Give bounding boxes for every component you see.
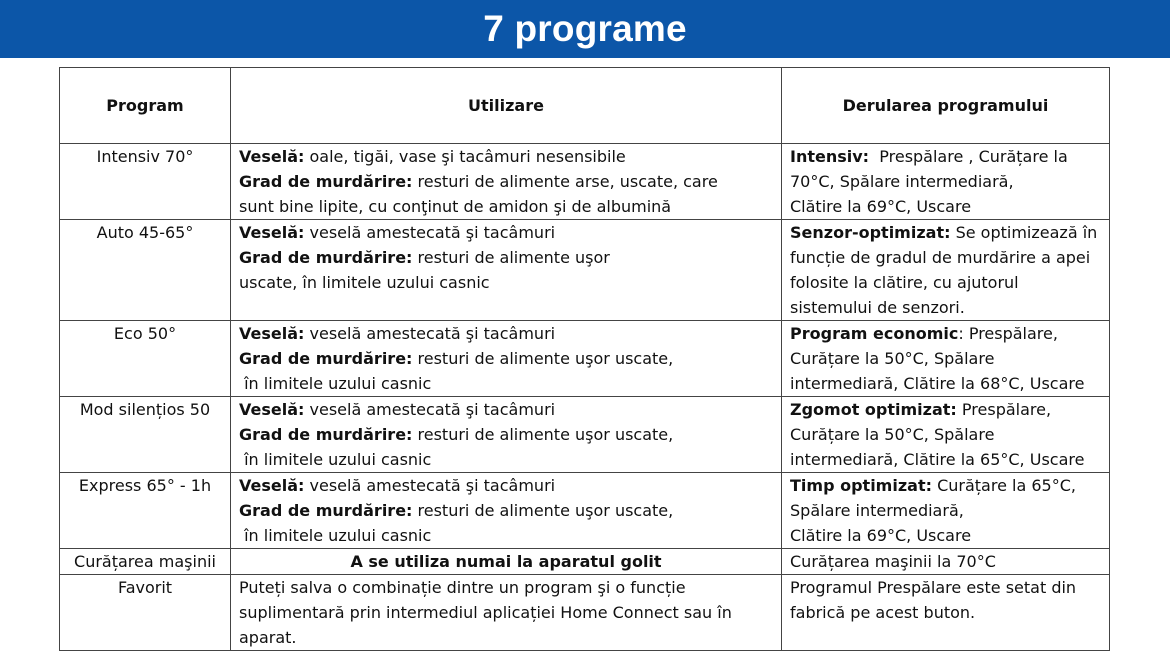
usage-line	[239, 473, 773, 498]
table-header-row	[60, 68, 1110, 144]
line-label: Veselă:	[239, 400, 305, 419]
run-line: Programul Prespălare este setat din	[790, 578, 1077, 597]
line-label: Zgomot optimizat:	[790, 400, 957, 419]
program-name: Eco 50°	[60, 321, 231, 397]
usage-cell	[231, 321, 782, 397]
line-text: Curățare la 50°C, Spălare	[790, 425, 995, 444]
line-label: Program economic	[790, 324, 959, 343]
run-line	[790, 473, 1101, 498]
table-row-machine-cleaning	[60, 549, 1110, 575]
usage-cell	[231, 397, 782, 473]
usage-line	[239, 321, 773, 346]
run-line	[790, 422, 1101, 447]
usage-line	[239, 371, 773, 396]
run-line	[790, 447, 1101, 472]
table-row	[60, 144, 1110, 220]
run-cell	[782, 321, 1110, 397]
line-text: resturi de alimente uşor uscate,	[412, 501, 674, 520]
line-text: veselă amestecată şi tacâmuri	[304, 223, 556, 242]
run-cell	[782, 473, 1110, 549]
usage-cell	[231, 220, 782, 321]
table-row	[60, 397, 1110, 473]
line-text: resturi de alimente uşor uscate,	[412, 425, 674, 444]
line-label: Veselă:	[239, 147, 305, 166]
line-text: sistemului de senzori.	[790, 298, 965, 317]
line-text: intermediară, Clătire la 68°C, Uscare	[790, 374, 1085, 393]
line-text: funcție de gradul de murdărire a apei	[790, 248, 1091, 267]
run-line	[790, 498, 1101, 523]
run-line	[790, 397, 1101, 422]
line-label: Grad de murdărire:	[239, 349, 413, 368]
usage-line: aparat.	[239, 628, 297, 647]
usage-line	[239, 270, 773, 295]
run-cell: Curățarea maşinii la 70°C	[782, 549, 1110, 575]
line-text: veselă amestecată şi tacâmuri	[304, 324, 556, 343]
line-text: folosite la clătire, cu ajutorul	[790, 273, 1019, 292]
usage-cell	[231, 144, 782, 220]
run-cell	[782, 397, 1110, 473]
line-text: în limitele uzului casnic	[239, 374, 432, 393]
usage-line	[239, 498, 773, 523]
line-label: Senzor-optimizat:	[790, 223, 951, 242]
line-text: Prespălare,	[956, 400, 1052, 419]
program-name: Curățarea maşinii	[60, 549, 231, 575]
table-row	[60, 321, 1110, 397]
usage-line	[239, 169, 773, 194]
run-line	[790, 346, 1101, 371]
line-text: în limitele uzului casnic	[239, 450, 432, 469]
usage-line	[239, 346, 773, 371]
line-text: resturi de alimente arse, uscate, care	[412, 172, 718, 191]
line-label: Veselă:	[239, 476, 305, 495]
run-line	[790, 245, 1101, 270]
program-name: Auto 45-65°	[60, 220, 231, 321]
line-label: Veselă:	[239, 223, 305, 242]
run-cell	[782, 220, 1110, 321]
usage-cell	[231, 473, 782, 549]
program-name: Mod silențios 50	[60, 397, 231, 473]
usage-line	[239, 220, 773, 245]
line-text: 70°C, Spălare intermediară,	[790, 172, 1014, 191]
run-line	[790, 321, 1101, 346]
programs-table	[59, 67, 1110, 651]
usage-line	[239, 194, 773, 219]
usage-line: suplimentară prin intermediul aplicației Home Connect sau în	[239, 603, 732, 622]
line-text: Prespălare , Curățare la	[869, 147, 1068, 166]
usage-line	[239, 422, 773, 447]
run-line	[790, 371, 1101, 396]
program-name: Favorit	[60, 575, 231, 651]
line-text: Spălare intermediară,	[790, 501, 964, 520]
program-name: Express 65° - 1h	[60, 473, 231, 549]
line-label: Grad de murdărire:	[239, 248, 413, 267]
column-header-usage: Utilizare	[231, 68, 782, 144]
line-label: Grad de murdărire:	[239, 425, 413, 444]
column-header-program: Program	[60, 68, 231, 144]
line-text: Clătire la 69°C, Uscare	[790, 197, 972, 216]
run-line	[790, 144, 1101, 169]
line-text: uscate, în limitele uzului casnic	[239, 273, 490, 292]
run-line	[790, 523, 1101, 548]
table-row-favorite	[60, 575, 1110, 651]
table-row	[60, 473, 1110, 549]
run-line	[790, 270, 1101, 295]
usage-cell: A se utiliza numai la aparatul golit	[231, 549, 782, 575]
column-header-run: Derularea programului	[782, 68, 1110, 144]
usage-line	[239, 144, 773, 169]
table-row	[60, 220, 1110, 321]
line-text: în limitele uzului casnic	[239, 526, 432, 545]
line-text: intermediară, Clătire la 65°C, Uscare	[790, 450, 1085, 469]
line-text: Clătire la 69°C, Uscare	[790, 526, 972, 545]
usage-line	[239, 447, 773, 472]
line-text: Curățare la 65°C,	[931, 476, 1076, 495]
usage-line: Puteți salva o combinație dintre un program şi o funcție	[239, 578, 686, 597]
run-line	[790, 220, 1101, 245]
line-text: Se optimizează în	[950, 223, 1098, 242]
page-title: 7 programe	[483, 8, 687, 49]
run-line: fabrică pe acest buton.	[790, 603, 976, 622]
line-label: Intensiv:	[790, 147, 870, 166]
line-text: Curățare la 50°C, Spălare	[790, 349, 995, 368]
line-label: Grad de murdărire:	[239, 172, 413, 191]
line-text: veselă amestecată şi tacâmuri	[304, 476, 556, 495]
line-label: Grad de murdărire:	[239, 501, 413, 520]
line-label: Timp optimizat:	[790, 476, 932, 495]
run-cell	[782, 144, 1110, 220]
run-line	[790, 169, 1101, 194]
usage-cell	[231, 575, 782, 651]
run-cell	[782, 575, 1110, 651]
line-text: veselă amestecată şi tacâmuri	[304, 400, 556, 419]
line-text: resturi de alimente uşor uscate,	[412, 349, 674, 368]
usage-line	[239, 397, 773, 422]
line-text: oale, tigăi, vase şi tacâmuri nesensibile	[304, 147, 626, 166]
program-name: Intensiv 70°	[60, 144, 231, 220]
usage-line	[239, 245, 773, 270]
header-banner	[0, 0, 1170, 58]
line-text: : Prespălare,	[958, 324, 1058, 343]
line-label: Veselă:	[239, 324, 305, 343]
line-text: resturi de alimente uşor	[412, 248, 610, 267]
run-line	[790, 295, 1101, 320]
line-text: sunt bine lipite, cu conţinut de amidon şi de albumină	[239, 197, 672, 216]
run-line	[790, 194, 1101, 219]
usage-line	[239, 523, 773, 548]
